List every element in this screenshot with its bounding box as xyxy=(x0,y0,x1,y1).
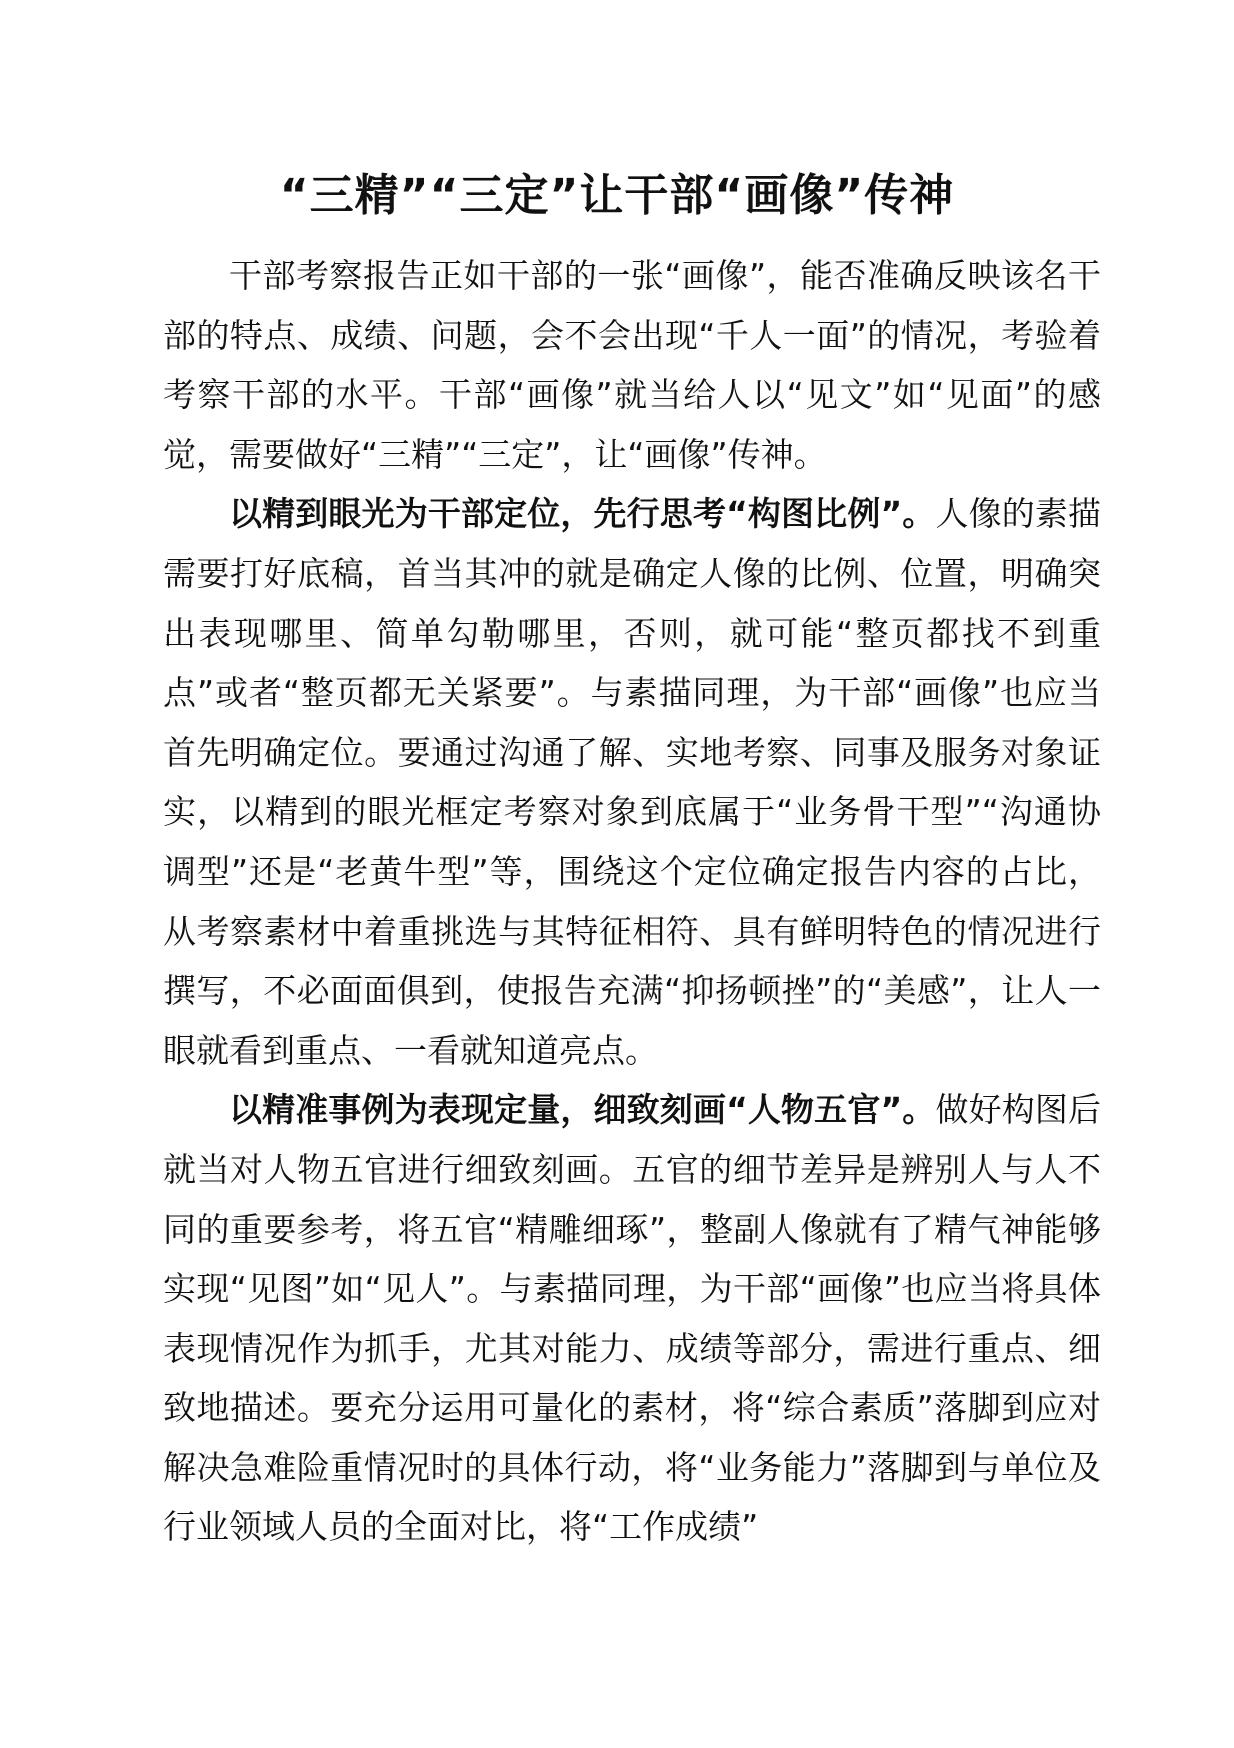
paragraph-text: 干部考察报告正如干部的一张“画像”，能否准确反映该名干部的特点、成绩、问题，会不会出现“千人一面”的情况，考验着考察干部的水平。干部“画像”就当给人以“见文”如“见面”的感觉，需要做好“三精”“三定”，让“画像”传神。 xyxy=(163,256,1101,474)
paragraph-lead-heading: 以精准事例为表现定量，细致刻画“人物五官”。 xyxy=(229,1090,936,1130)
paragraph-lead-heading: 以精到眼光为干部定位，先行思考“构图比例”。 xyxy=(229,494,936,534)
paragraph-examples xyxy=(163,1080,1101,1557)
document-title: “三精”“三定”让干部“画像”传神 xyxy=(279,170,955,221)
document-body xyxy=(163,246,1101,1557)
paragraph-intro xyxy=(163,246,1101,484)
paragraph-text: 做好构图后就当对人物五官进行细致刻画。五官的细节差异是辨别人与人不同的重要参考，将五官“精雕细琢”，整副人像就有了精气神能够实现“见图”如“见人”。与素描同理，为干部“画像”也应当将具体表现情况作为抓手，尤其对能力、成绩等部分，需进行重点、细致地描述。要充分运用可量化的素材，将“综合素质”落脚到应对解决急难险重情况时的具体行动，将“业务能力”落脚到与单位及行业领域人员的全面对比，将“工作成绩” xyxy=(163,1090,1101,1547)
paragraph-text: 人像的素描需要打好底稿，首当其冲的就是确定人像的比例、位置，明确突出表现哪里、简单勾勒哪里，否则，就可能“整页都找不到重点”或者“整页都无关紧要”。与素描同理，为干部“画像”也应当首先明确定位。要通过沟通了解、实地考察、同事及服务对象证实，以精到的眼光框定考察对象到底属于“业务骨干型”“沟通协调型”还是“老黄牛型”等，围绕这个定位确定报告内容的占比，从考察素材中着重挑选与其特征相符、具有鲜明特色的情况进行撰写，不必面面俱到，使报告充满“抑扬顿挫”的“美感”，让人一眼就看到重点、一看就知道亮点。 xyxy=(163,494,1101,1070)
paragraph-positioning xyxy=(163,484,1101,1080)
